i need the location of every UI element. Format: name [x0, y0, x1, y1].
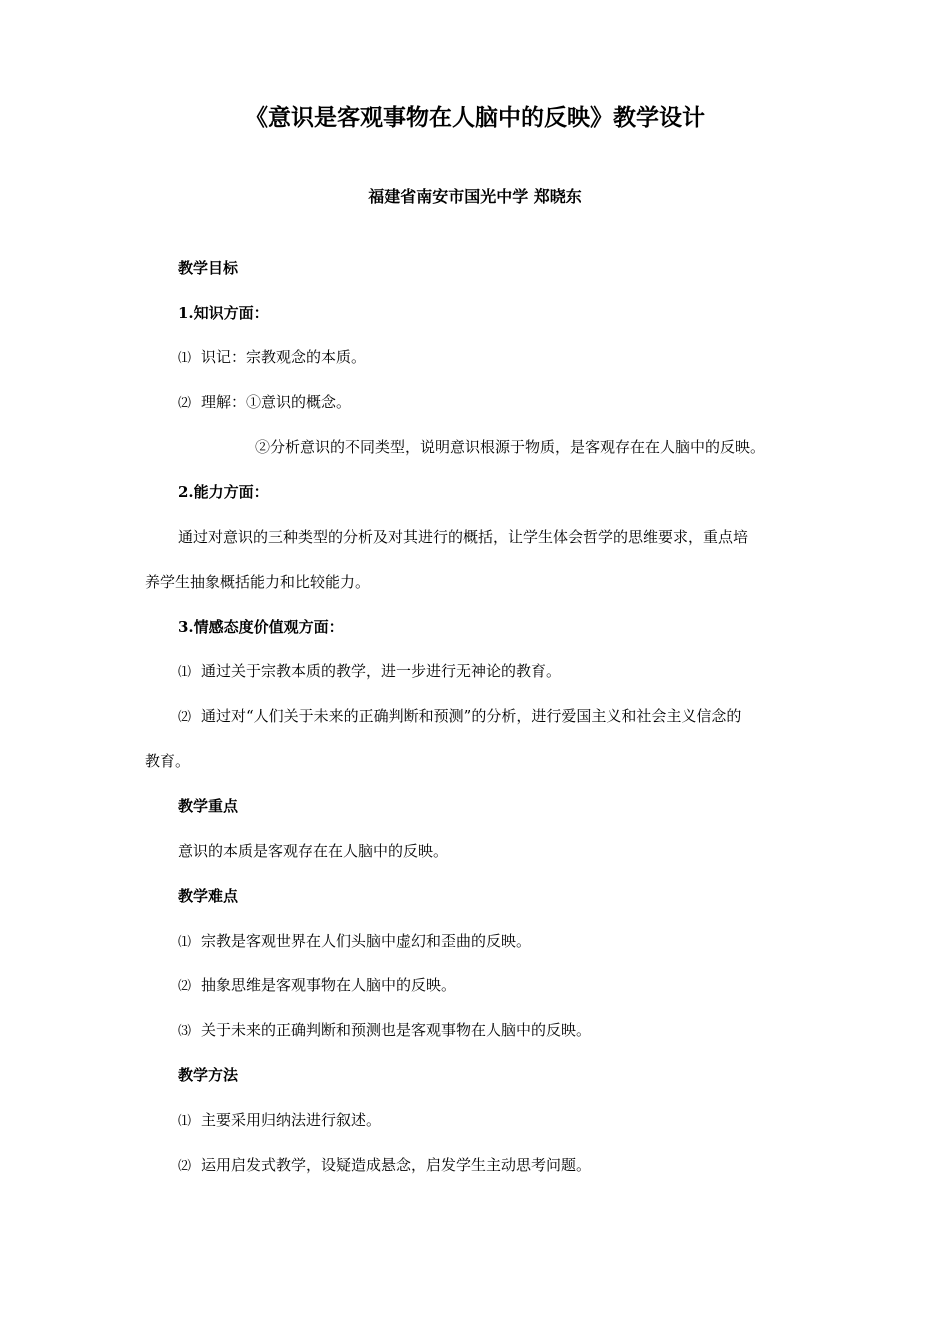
section-heading-key-point: 教学重点 — [178, 797, 239, 815]
item-text: 主要采用归纳法进行叙述。 — [201, 1111, 382, 1129]
paragraph-line: 意识的本质是客观存在在人脑中的反映。 — [178, 842, 449, 860]
item-text: 通过对“人们关于未来的正确判断和预测”的分析，进行爱国主义和社会主义信念的 — [201, 707, 742, 725]
subheading-emotion: 3.情感态度价值观方面： — [178, 618, 344, 636]
section-heading-goals: 教学目标 — [178, 259, 239, 277]
list-item — [178, 973, 456, 999]
item-number: ⑵ — [178, 1159, 192, 1174]
subheading-knowledge: 1.知识方面： — [178, 304, 269, 322]
list-item — [178, 929, 531, 955]
item-number: ⑵ — [178, 710, 192, 725]
section-heading-method: 教学方法 — [178, 1066, 239, 1084]
list-item — [178, 1018, 591, 1044]
item-number: ⑶ — [178, 1024, 192, 1039]
item-number: ⑴ — [178, 1114, 192, 1129]
item-text: 理解：①意识的概念。 — [201, 393, 352, 411]
subheading-ability: 2.能力方面： — [178, 483, 269, 501]
item-text: 运用启发式教学，设疑造成悬念，启发学生主动思考问题。 — [201, 1156, 592, 1174]
item-text: 宗教是客观世界在人们头脑中虚幻和歪曲的反映。 — [201, 932, 532, 950]
item-number: ⑴ — [178, 665, 192, 680]
list-item — [178, 345, 366, 371]
list-item — [178, 659, 561, 685]
item-number: ⑴ — [178, 935, 192, 950]
item-text: 关于未来的正确判断和预测也是客观事物在人脑中的反映。 — [201, 1021, 592, 1039]
item-text: 识记：宗教观念的本质。 — [201, 348, 367, 366]
paragraph-line: 通过对意识的三种类型的分析及对其进行的概括，让学生体会哲学的思维要求，重点培 — [178, 528, 749, 546]
item-number: ⑵ — [178, 396, 192, 411]
paragraph-line: 养学生抽象概括能力和比较能力。 — [145, 573, 371, 591]
list-item — [178, 1153, 591, 1179]
paragraph-line: 教育。 — [145, 752, 191, 770]
list-item — [178, 1108, 381, 1134]
list-subitem: ②分析意识的不同类型，说明意识根源于物质，是客观存在在人脑中的反映。 — [255, 438, 766, 456]
item-number: ⑵ — [178, 979, 192, 994]
item-text: 抽象思维是客观事物在人脑中的反映。 — [201, 976, 457, 994]
item-text: 通过关于宗教本质的教学，进一步进行无神论的教育。 — [201, 662, 562, 680]
document-title: 《意识是客观事物在人脑中的反映》教学设计 — [245, 104, 705, 131]
author-line: 福建省南安市国光中学 郑晓东 — [368, 187, 582, 206]
list-item — [178, 704, 741, 730]
item-number: ⑴ — [178, 351, 192, 366]
section-heading-difficulty: 教学难点 — [178, 887, 239, 905]
list-item — [178, 390, 351, 416]
